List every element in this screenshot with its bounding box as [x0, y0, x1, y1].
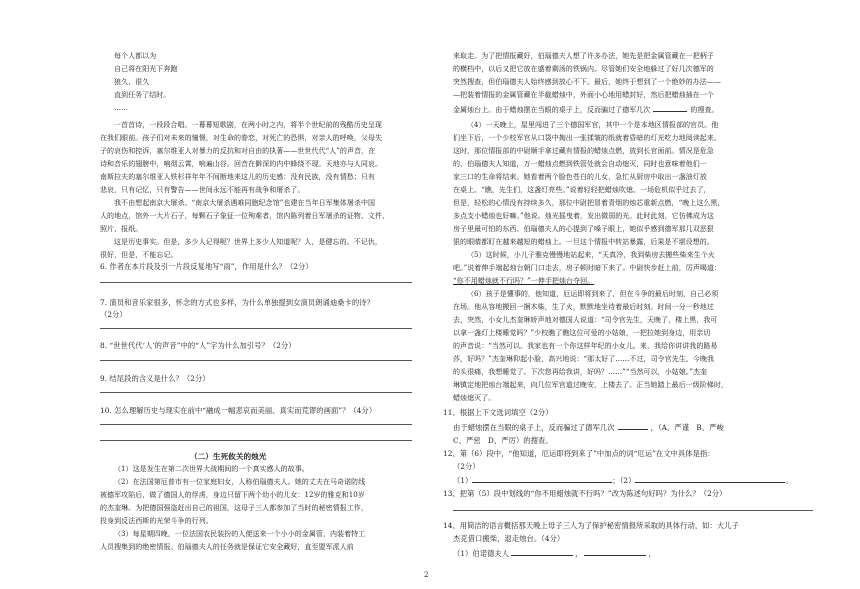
body-line: 在桌上。“瞧，先生们，这盏灯亮些。”说着轻轻把蜡烛吹熄。一场危机似乎过去了，: [453, 186, 711, 194]
fill-blank[interactable]: [618, 422, 648, 430]
body-line: 的杰奎琳。为把德国强盗赶出自己的祖国，这母子三人都参加了当时的秘密情报工作，: [100, 504, 368, 512]
question-text: ，（A、严谨 B、严峻: [650, 423, 724, 432]
question-13: 13、把第（5）段中划线的“你不用蜡烛就不行吗？”改为陈述句好吗？为什么？（2分）: [443, 489, 727, 498]
body-line: 的声音说：“当然可以。我家也有一个你这样年纪的小女儿。来，我给你讲讲我的路易: [453, 342, 718, 350]
body-line: 子的哀伤和控诉，塞尔维亚人对暴力的反抗和对自由的执著——世世代代“人”的声音，在: [100, 147, 376, 155]
body-line: 南斯拉夫的塞尔维亚人铁杉祥年年不间断地来这儿的历史感：没有民族，没有情愁；只有: [100, 173, 375, 181]
body-line: （1）这是发生在第二次世界大战期间的一个真实感人的故事。: [114, 465, 309, 473]
answer-label: ，: [648, 549, 656, 558]
body-line: 房子里最可怕的东西。伯瑙德夫人的心提到了嗓子眼上，她似乎感到德军那几双恶狠: [453, 225, 714, 233]
answer-label: （1）: [453, 476, 473, 485]
question-14-cont: 杰克借口搬柴，退走烛台。（4分）: [453, 534, 565, 543]
answer-line[interactable]: [100, 424, 412, 425]
body-line: 这时，那位情报部的中尉顺手拿过藏有情报的蜡烛点燃，放到长官面前。情况是危急: [453, 147, 714, 155]
body-line: 一首首诗，一段段合唱。一幕幕短歌剧，在两小时之内，将半个世纪前的残酷历史呈现: [114, 121, 382, 129]
question-text: 由于蜡烛摆在当眼的桌子上，反而骗过了德军几次: [453, 423, 615, 432]
body-line: 琳镇定地把烛台端起来，向几位军官道过晚安，上楼去了。正当她踏上最后一级阶梯时，: [453, 381, 728, 389]
question-6: 6. 作者在本片段及引一片段反复地写“雨”，作用是什么？（2分）: [100, 262, 313, 271]
body-line: 人员搜集到的绝密情报。伯瑙德夫人的任务就是保证它安全藏好，直至盟军派人前: [100, 543, 354, 551]
question-14-answer: [453, 548, 656, 558]
question-11-options: C、严密 D、严厉）的搜查。: [453, 436, 553, 445]
underlined-sentence: “你不用蜡烛就不行吗？”一伸手把烛台夺回。: [453, 277, 595, 285]
body-line: 的横档中，以后又把它放在盛着剩汤的铁锅内。尽管她们安全地躲过了好几次德军的: [453, 65, 714, 73]
answer-line[interactable]: [453, 510, 813, 511]
body-text: 金属烛台上。由于蜡烛摆在当眼的桌子上，反而骗过了德军几次: [453, 106, 651, 114]
fill-blank[interactable]: [472, 475, 612, 483]
question-12: 12、第（6）段中，“他知道，厄运即将到来了”中加点的词“厄运”在文中具体是指：: [443, 449, 715, 458]
body-line: 狠的眼睛都盯在越来越短的蜡烛上。一旦这个情报中转站暴露，后果是不堪设想的。: [453, 238, 714, 246]
body-line: 蜡烛熄灭了。: [453, 394, 496, 402]
poem-line: 狼久、很久: [114, 78, 150, 86]
poem-line: 直到任务了结时。: [114, 91, 171, 99]
body-line: 投身到反法西斯的光荣斗争的行列。: [100, 517, 213, 525]
question-10: 10. 怎么理解历史与现实在前中“融成一幅悲哀而美丽、真实而荒谬的画面”？（4分）: [100, 406, 377, 415]
fill-blank[interactable]: [653, 104, 687, 112]
body-line: 的，伯瑙德夫人知道，万一蜡烛点燃到铁管处就会自动熄灭，同时也意味着他们一: [453, 160, 707, 168]
question-9: 9. 结尾段的含义是什么？（2分）: [100, 374, 210, 383]
body-line: 这是历史事实。但是，多少人记得呢？世界上多少人知道呢？人，是健忘的。不记仇，: [114, 238, 382, 246]
body-line: 吧。”说着伸手端起烛台朝门口走去，房子顿时暗下来了。中尉快步赶上前，厉声喝道：: [453, 264, 722, 272]
fill-blank[interactable]: [511, 548, 573, 556]
answer-line[interactable]: [100, 440, 412, 441]
answer-label: ；（2）: [612, 476, 636, 485]
body-line: [453, 104, 719, 115]
answer-label: 。: [785, 476, 793, 485]
page-number: 2: [424, 571, 429, 579]
section-title: （二）生死攸关的烛光: [190, 452, 267, 461]
body-line: 来取走。为了把情报藏好，伯瑙德夫人想了许多办法，她先是把金属管藏在一把柄子: [453, 52, 714, 60]
poem-line: ……: [114, 104, 129, 112]
body-line: 在场。他从容地搬回一捆木柴，生了火，默默地坐待着最后时刻。时间一分一秒地过: [453, 303, 714, 311]
body-line: （5）这时候，小儿子雅克慢慢地站起来，“天真冷，我到柴房去搬些柴来生个火: [467, 251, 715, 259]
body-line: 们坐下后，一个少校军官从口袋中掏出一张揉皱的纸就着昏暗的灯光吃力地阅读起来。: [453, 134, 721, 142]
answer-line[interactable]: [100, 282, 412, 283]
answer-label: ，: [575, 549, 583, 558]
answer-line[interactable]: [100, 360, 412, 361]
question-8: 8. “世世代代‘人’的声音”中的“人”字为什么加引号？（2分）: [100, 341, 296, 350]
fill-blank[interactable]: [635, 475, 785, 483]
body-line: 去，突然，小女儿杰奎琳娇声地对德国人说道：“司令官先生，天晚了，楼上黑，我可: [453, 316, 718, 324]
question-7-score: （2分）: [100, 310, 127, 319]
fill-blank[interactable]: [584, 548, 646, 556]
answer-line[interactable]: [100, 392, 412, 393]
question-7: 7. 演员和音乐家很多，怀念的方式也多样，为什么单独提到女演员朗诵迪桑卡的诗？: [100, 298, 374, 307]
body-line: 家三口的生命将结束。她看着两个脸色苍白的儿女，急忙从厨房中取出一盏油灯放: [453, 173, 707, 181]
answer-label: （1）伯诺德夫人: [453, 549, 510, 558]
body-line: 人的地点，馆外一大片石子，每颗石子象征一位殉难者，馆内陈列着日军屠杀的证物、文件、: [100, 212, 390, 220]
poem-line: 每个人都以为: [114, 52, 157, 60]
poem-line: 自己将在阳光下奔跑: [114, 65, 178, 73]
body-line: 诗和音乐的翅膀中，响彻云霄，响遍山谷。回音在僻深的内中蜂绕不现。天地亦与人同哀。: [100, 160, 382, 168]
body-line: 照片、报纸。: [100, 225, 143, 233]
body-line: 以拿一盏灯上楼睡觉吗？”少校瞧了瞧这位可爱的小姑娘，一把拉她到身边，用亲切: [453, 329, 711, 337]
body-line: 突然搜查，但伯瑙德夫人始终感到放心不下。最后，她终于想到了一个绝妙的办法——: [453, 78, 721, 86]
question-12-answer: [453, 475, 793, 485]
answer-line[interactable]: [100, 328, 412, 329]
body-line: （6）孩子是懂事的，他知道，厄运即将到来了，但在斗争的最后时刻，自己必须: [467, 290, 719, 298]
body-line: 莎，好吗？”杰奎琳仰起小脸，高兴地说：“那太好了……不过，司令官先生，今晚我: [453, 355, 715, 363]
body-line: 很好，但是，不能忘记。: [100, 251, 178, 259]
question-11-line: [453, 422, 724, 432]
body-line: 在我们眼前。孩子们对未来的憧憬，对生命的眷恋，对死亡的恐惧，对亲人的呼唤，父母失: [100, 134, 382, 142]
question-12-score: （2分）: [453, 462, 480, 471]
body-line: 我不由想起南京大屠杀。“南京大屠杀遇难同胞纪念馆”也建在当年日军集体屠杀中国: [114, 199, 376, 207]
body-line: （2）在法国第厄普市有一位家庭妇女，人称伯瑙德夫人。她的丈夫在马奇诺防线: [114, 478, 366, 486]
body-text: 的搜查。: [690, 106, 719, 114]
body-line: （4）一天晚上，屋里闯进了三个德国军官，其中一个是本地区情报部的官员。他: [467, 121, 719, 129]
body-line: 多点支小蜡烛也好嘛。”他说。烛光摇曳着，发出微弱的光。此时此刻，它仿佛成为这: [453, 212, 714, 220]
body-line: 被德军攻陷后，做了德国人的俘虏，身边只留下两个幼小的儿女：12岁的雅克和10岁: [100, 491, 365, 499]
question-14: 14、用简洁的语言概括那天晚上母子三人为了保护秘密情报所采取的具体行动，如：大儿子: [443, 521, 739, 530]
body-line: —把装着情报的金属管藏在半截蜡烛中，外面小心地用蜡封好，然后把蜡烛插在一个: [453, 91, 714, 99]
body-line: 的头很痛，我想睡觉了。下次您再给我讲，好吗？……”“当然可以，小姑娘。”杰奎: [453, 368, 708, 376]
body-line: 悲哀，只有记忆，只有警告——世间永远不能再有战争和屠杀了。: [100, 186, 305, 194]
question-11: 11、根据上下文选词填空（2分）: [443, 408, 553, 417]
body-line: 但是，轻松的心情没有持续多久，那位中尉把冒着青烟的烛芯重新点燃，“晚上这么黑，: [453, 199, 725, 207]
body-line: （3）每星期四晚，一位法国农民装扮的人便送来一个小小的金属管，内装着特工: [114, 530, 366, 538]
